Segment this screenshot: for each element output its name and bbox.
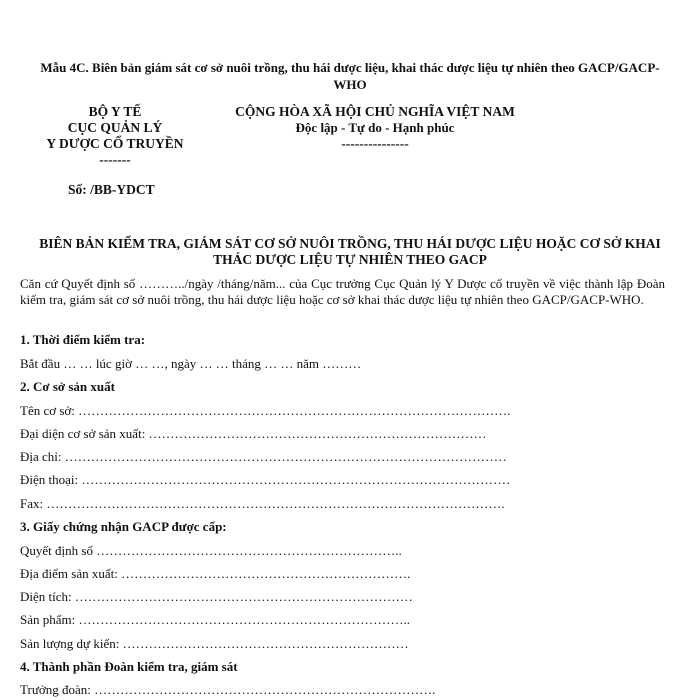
national-header <box>215 104 535 152</box>
expected-output-line: Sản lượng dự kiến: ………………………………………………………… <box>20 636 409 651</box>
section-3-heading: 3. Giấy chứng nhận GACP được cấp: <box>20 519 227 534</box>
main-title: BIÊN BẢN KIỂM TRA, GIÁM SÁT CƠ SỞ NUÔI TRỒNG, THU HÁI DƯỢC LIỆU HOẶC CƠ SỞ KHAI THÁC DƯỢC LIỆU TỰ NHIÊN THEO GACP <box>39 236 661 267</box>
production-site-line: Địa điểm sản xuất: …………………………………………………………. <box>20 566 411 581</box>
product-line: Sản phẩm: ………………………………………………………………….. <box>20 612 410 627</box>
issuer-department: CỤC QUẢN LÝ <box>67 120 163 135</box>
start-time-line: Bắt đầu … … lúc giờ … …, ngày … … tháng … … năm ……… <box>20 356 362 371</box>
intro-paragraph: Căn cứ Quyết định số ………../ngày /tháng/năm... của Cục trưởng Cục Quản lý Y Dược cổ truyền về việc thành lập Đoàn kiểm tra, giám sát cơ sở nuôi trồng, thu hái dược liệu hoặc cơ sở khai thác dược liệu tự nhiên theo GACP/GACP-WHO. <box>20 276 665 307</box>
issuer-department-sub: Y DƯỢC CỔ TRUYỀN <box>46 136 184 151</box>
area-line: Diện tích: …………………………………………………………………… <box>20 589 413 604</box>
facility-representative-line: Đại diện cơ sở sản xuất: …………………………………………………………………… <box>20 426 487 441</box>
section-1-heading: 1. Thời điểm kiểm tra: <box>20 332 146 347</box>
national-divider: --------------- <box>341 136 409 151</box>
national-name: CỘNG HÒA XÃ HỘI CHỦ NGHĨA VIỆT NAM <box>235 104 515 119</box>
fax-line: Fax: ……………………………………………………………………………………………. <box>20 496 505 511</box>
address-line: Địa chỉ: ………………………………………………………………………………………… <box>20 449 507 464</box>
issuer-divider: ------- <box>99 152 131 167</box>
section-4-heading: 4. Thành phần Đoàn kiểm tra, giám sát <box>20 659 238 674</box>
national-motto: Độc lập - Tự do - Hạnh phúc <box>295 120 455 135</box>
facility-name-line: Tên cơ sở: ………………………………………………………………………………………. <box>20 403 511 418</box>
issuer-ministry: BỘ Y TẾ <box>88 104 142 119</box>
decision-number-line: Quyết định số …………………………………………………………….. <box>20 543 402 558</box>
document-number: Số: /BB-YDCT <box>68 182 155 197</box>
section-2-heading: 2. Cơ sở sản xuất <box>20 379 115 394</box>
team-leader-line: Trưởng đoàn: ……………………………………………………………………. <box>20 682 436 697</box>
phone-line: Điện thoại: ……………………………………………………………………………………… <box>20 472 511 487</box>
issuer-block <box>30 104 200 168</box>
form-title: Mẫu 4C. Biên bản giám sát cơ sở nuôi trồng, thu hái dược liệu, khai thác dược liệu tự nhiên theo GACP/GACP-WHO <box>40 60 660 92</box>
